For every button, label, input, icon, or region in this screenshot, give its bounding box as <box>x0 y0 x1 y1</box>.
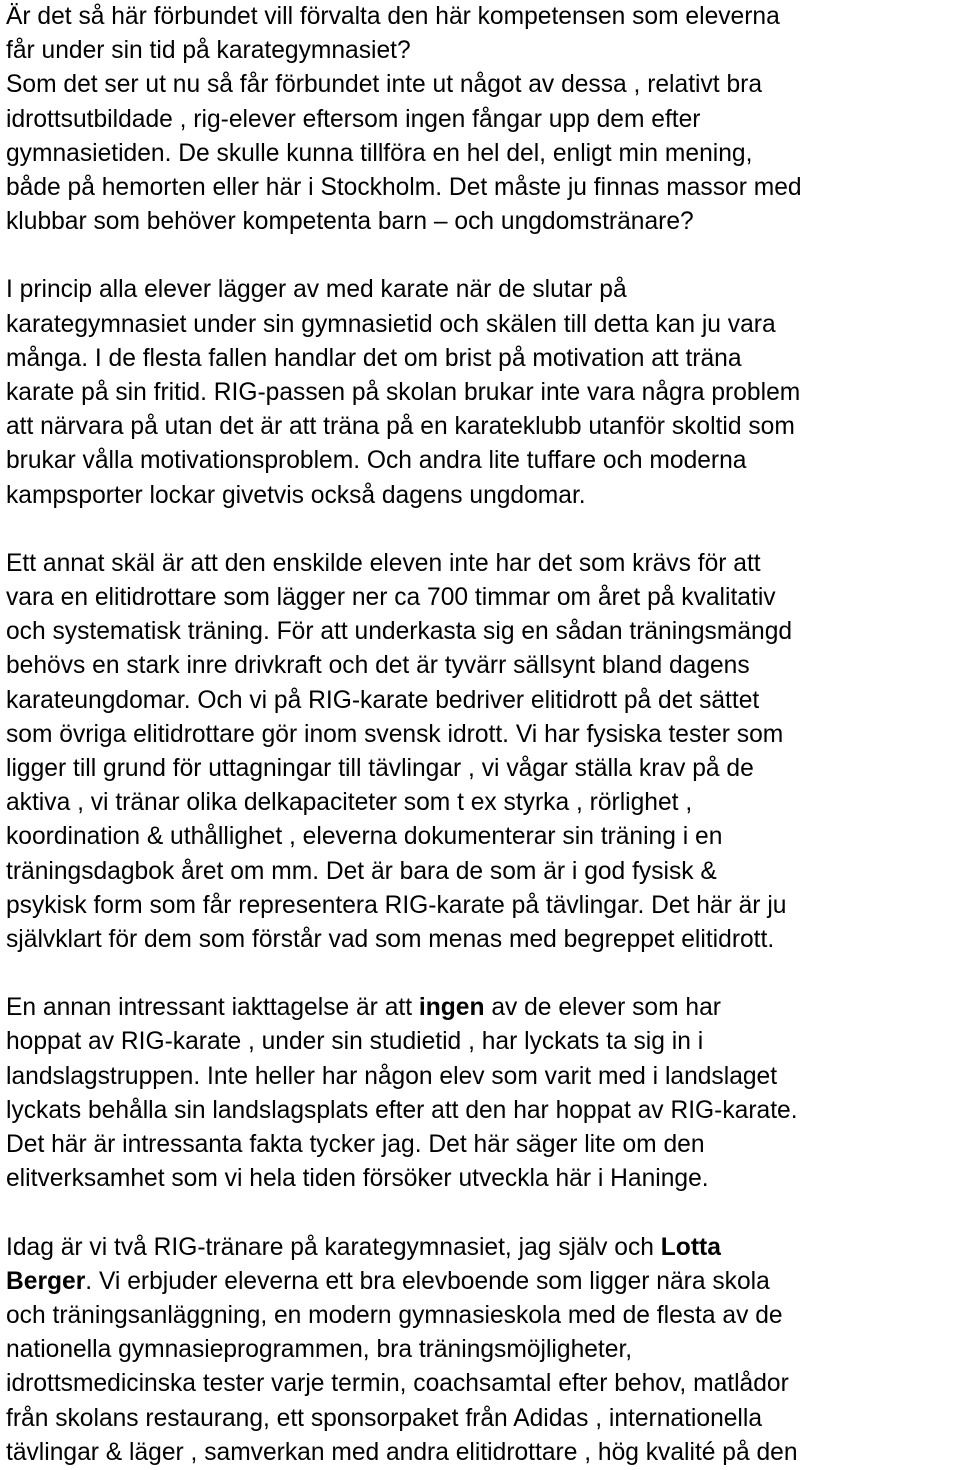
text-line <box>6 1402 960 1436</box>
text-run: av de elever som har <box>484 994 721 1022</box>
text-run: både på hemorten eller här i Stockholm. Det måste ju finnas massor med <box>6 174 802 202</box>
text-run: tävlingar & läger , samverkan med andra elitidrottare , hög kvalité på den <box>6 1438 798 1466</box>
text-run: Som det ser ut nu så får förbundet inte ut något av dessa , relativt bra <box>6 71 763 99</box>
text-run: från skolans restaurang, ett sponsorpaket från Adidas , internationella <box>6 1404 763 1432</box>
paragraph <box>6 0 960 239</box>
text-line <box>6 308 960 342</box>
text-line <box>6 786 960 820</box>
text-run: idrottsmedicinska tester varje termin, coachsamtal efter behov, matlådor <box>6 1370 789 1398</box>
text-line <box>6 1162 960 1196</box>
text-line <box>6 410 960 444</box>
bold-text: Lotta <box>660 1233 721 1261</box>
text-line <box>6 205 960 239</box>
paragraph-gap <box>6 239 960 273</box>
text-run: psykisk form som får representera RIG-karate på tävlingar. Det här är ju <box>6 891 787 919</box>
text-line <box>6 820 960 854</box>
text-run: och systematisk träning. För att underkasta sig en sådan träningsmängd <box>6 618 793 646</box>
text-run: gymnasietiden. De skulle kunna tillföra en hel del, enligt min mening, <box>6 139 753 167</box>
text-line <box>6 1094 960 1128</box>
text-run: karateungdomar. Och vi på RIG-karate bedriver elitidrott på det sättet <box>6 686 760 714</box>
text-line <box>6 34 960 68</box>
text-run: idrottsutbildade , rig-elever eftersom ingen fångar upp dem efter <box>6 105 701 133</box>
text-run: får under sin tid på karategymnasiet? <box>6 37 411 65</box>
paragraph <box>6 273 960 512</box>
bold-text: Berger <box>6 1267 86 1295</box>
text-line <box>6 718 960 752</box>
text-run: ligger till grund för uttagningar till tävlingar , vi vågar ställa krav på de <box>6 755 754 783</box>
text-run: karategymnasiet under sin gymnasietid och skälen till detta kan ju vara <box>6 310 776 338</box>
text-line <box>6 547 960 581</box>
paragraph <box>6 1231 960 1470</box>
text-line <box>6 615 960 649</box>
paragraph <box>6 991 960 1196</box>
text-line <box>6 376 960 410</box>
text-run: . Vi erbjuder eleverna ett bra elevboende som ligger nära skola <box>85 1267 770 1295</box>
paragraph <box>6 547 960 957</box>
text-run: självklart för dem som förstår vad som menas med begreppet elitidrott. <box>6 926 775 954</box>
text-line <box>6 1367 960 1401</box>
text-line <box>6 68 960 102</box>
text-line <box>6 1128 960 1162</box>
paragraph-gap <box>6 513 960 547</box>
text-run: Det här är intressanta fakta tycker jag. Det här säger lite om den <box>6 1131 705 1159</box>
document-body <box>6 0 960 1470</box>
text-run: koordination & uthållighet , eleverna dokumenterar sin träning i en <box>6 823 723 851</box>
text-run: som övriga elitidrottare gör inom svensk idrott. Vi har fysiska tester som <box>6 720 784 748</box>
text-run: lyckats behålla sin landslagsplats efter att den har hoppat av RIG-karate. <box>6 1096 798 1124</box>
text-line <box>6 103 960 137</box>
text-run: En annan intressant iakttagelse är att <box>6 994 419 1022</box>
text-line <box>6 1333 960 1367</box>
paragraph-gap <box>6 957 960 991</box>
text-run: elitverksamhet som vi hela tiden försöker utveckla här i Haninge. <box>6 1165 709 1193</box>
text-line <box>6 1231 960 1265</box>
text-line <box>6 752 960 786</box>
text-line <box>6 1265 960 1299</box>
text-line <box>6 0 960 34</box>
text-line <box>6 171 960 205</box>
text-line <box>6 684 960 718</box>
text-line <box>6 991 960 1025</box>
text-run: att närvara på utan det är att träna på en karateklubb utanför skoltid som <box>6 413 795 441</box>
text-line <box>6 137 960 171</box>
text-line <box>6 444 960 478</box>
text-line <box>6 273 960 307</box>
text-line <box>6 1060 960 1094</box>
text-line <box>6 889 960 923</box>
text-line <box>6 479 960 513</box>
text-run: många. I de flesta fallen handlar det om brist på motivation att träna <box>6 344 742 372</box>
text-run: Är det så här förbundet vill förvalta den här kompetensen som eleverna <box>6 3 780 30</box>
text-run: nationella gymnasieprogrammen, bra träningsmöjligheter, <box>6 1336 633 1364</box>
text-run: kampsporter lockar givetvis också dagens ungdomar. <box>6 481 586 509</box>
text-run: landslagstruppen. Inte heller har någon elev som varit med i landslaget <box>6 1062 778 1090</box>
text-line <box>6 649 960 683</box>
text-run: karate på sin fritid. RIG-passen på skolan brukar inte vara några problem <box>6 379 801 407</box>
text-line <box>6 581 960 615</box>
bold-text: ingen <box>418 994 485 1022</box>
text-line <box>6 855 960 889</box>
text-run: vara en elitidrottare som lägger ner ca 700 timmar om året på kvalitativ <box>6 584 776 612</box>
text-line <box>6 1436 960 1470</box>
text-line <box>6 342 960 376</box>
paragraph-gap <box>6 1197 960 1231</box>
text-run: och träningsanläggning, en modern gymnasieskola med de flesta av de <box>6 1301 783 1329</box>
text-line <box>6 1025 960 1059</box>
text-run: Idag är vi två RIG-tränare på karategymnasiet, jag själv och <box>6 1233 661 1261</box>
text-run: Ett annat skäl är att den enskilde eleven inte har det som krävs för att <box>6 549 761 577</box>
text-run: träningsdagbok året om mm. Det är bara de som är i god fysisk & <box>6 857 717 885</box>
text-run: hoppat av RIG-karate , under sin studietid , har lyckats ta sig in i <box>6 1028 704 1056</box>
text-line <box>6 923 960 957</box>
text-line <box>6 1299 960 1333</box>
text-run: brukar vålla motivationsproblem. Och andra lite tuffare och moderna <box>6 447 747 475</box>
text-run: I princip alla elever lägger av med karate när de slutar på <box>6 276 627 304</box>
text-run: klubbar som behöver kompetenta barn – och ungdomstränare? <box>6 208 694 236</box>
text-run: behövs en stark inre drivkraft och det är tyvärr sällsynt bland dagens <box>6 652 750 680</box>
text-run: aktiva , vi tränar olika delkapaciteter som t ex styrka , rörlighet , <box>6 789 693 817</box>
